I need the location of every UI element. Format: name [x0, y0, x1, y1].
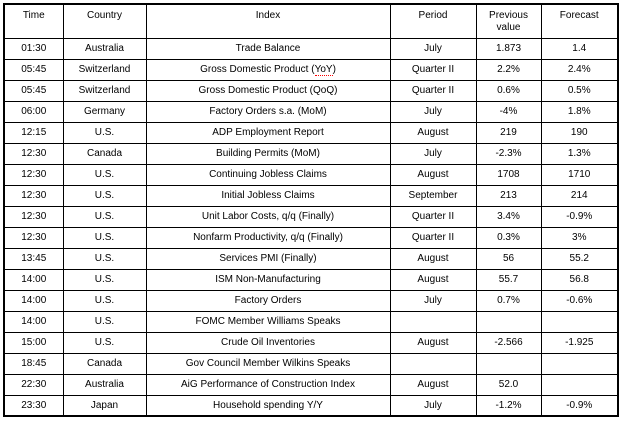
cell-previous: 52.0 — [476, 374, 541, 395]
cell-period: August — [390, 122, 476, 143]
cell-index: ISM Non-Manufacturing — [146, 269, 390, 290]
table-row — [4, 59, 618, 80]
cell-time: 14:00 — [4, 290, 63, 311]
cell-index: Unit Labor Costs, q/q (Finally) — [146, 206, 390, 227]
table-row — [4, 38, 618, 59]
table-row — [4, 332, 618, 353]
cell-country: Australia — [63, 374, 146, 395]
cell-previous: -4% — [476, 101, 541, 122]
cell-index: Factory Orders — [146, 290, 390, 311]
cell-previous: -1.2% — [476, 395, 541, 416]
cell-forecast: 55.2 — [541, 248, 618, 269]
cell-previous: 2.2% — [476, 59, 541, 80]
table-row — [4, 353, 618, 374]
cell-time: 12:30 — [4, 164, 63, 185]
cell-index: Gross Domestic Product (QoQ) — [146, 80, 390, 101]
cell-forecast: 1.4 — [541, 38, 618, 59]
cell-forecast: 3% — [541, 227, 618, 248]
cell-time: 15:00 — [4, 332, 63, 353]
cell-forecast: 214 — [541, 185, 618, 206]
table-row — [4, 101, 618, 122]
table-row — [4, 269, 618, 290]
cell-period: July — [390, 38, 476, 59]
cell-period: August — [390, 164, 476, 185]
cell-country: U.S. — [63, 248, 146, 269]
cell-country: U.S. — [63, 332, 146, 353]
cell-index: Trade Balance — [146, 38, 390, 59]
cell-previous: -2.566 — [476, 332, 541, 353]
cell-period: July — [390, 143, 476, 164]
column-header-country: Country — [63, 4, 146, 38]
cell-time: 12:30 — [4, 143, 63, 164]
cell-time: 12:30 — [4, 185, 63, 206]
cell-period: August — [390, 374, 476, 395]
cell-time: 05:45 — [4, 80, 63, 101]
cell-forecast: 56.8 — [541, 269, 618, 290]
cell-forecast: 190 — [541, 122, 618, 143]
cell-index: ADP Employment Report — [146, 122, 390, 143]
cell-country: U.S. — [63, 269, 146, 290]
table-row — [4, 206, 618, 227]
cell-forecast — [541, 353, 618, 374]
table-header — [4, 4, 618, 38]
cell-time: 12:30 — [4, 206, 63, 227]
cell-period: Quarter II — [390, 80, 476, 101]
cell-previous — [476, 311, 541, 332]
cell-forecast: -0.9% — [541, 395, 618, 416]
table-row — [4, 311, 618, 332]
table-row — [4, 227, 618, 248]
cell-period: September — [390, 185, 476, 206]
cell-time: 01:30 — [4, 38, 63, 59]
column-header-previous: Previous value — [476, 4, 541, 38]
cell-time: 22:30 — [4, 374, 63, 395]
cell-previous: 56 — [476, 248, 541, 269]
cell-forecast: 1710 — [541, 164, 618, 185]
cell-period: August — [390, 248, 476, 269]
header-row — [4, 4, 618, 38]
cell-previous: 0.6% — [476, 80, 541, 101]
cell-forecast: 2.4% — [541, 59, 618, 80]
cell-index: Services PMI (Finally) — [146, 248, 390, 269]
table-row — [4, 164, 618, 185]
cell-time: 14:00 — [4, 269, 63, 290]
cell-period: Quarter II — [390, 206, 476, 227]
cell-previous: 55.7 — [476, 269, 541, 290]
cell-previous: 3.4% — [476, 206, 541, 227]
cell-previous: -2.3% — [476, 143, 541, 164]
cell-country: U.S. — [63, 290, 146, 311]
cell-index: Crude Oil Inventories — [146, 332, 390, 353]
cell-previous — [476, 353, 541, 374]
cell-index: Initial Jobless Claims — [146, 185, 390, 206]
cell-period: July — [390, 101, 476, 122]
cell-index: Gross Domestic Product (YoY) — [146, 59, 390, 80]
cell-index: AiG Performance of Construction Index — [146, 374, 390, 395]
cell-index: Gov Council Member Wilkins Speaks — [146, 353, 390, 374]
cell-index: Household spending Y/Y — [146, 395, 390, 416]
cell-country: U.S. — [63, 122, 146, 143]
table-row — [4, 374, 618, 395]
cell-previous: 0.7% — [476, 290, 541, 311]
cell-forecast: 1.3% — [541, 143, 618, 164]
table-body — [4, 38, 618, 416]
cell-period: August — [390, 269, 476, 290]
cell-previous: 213 — [476, 185, 541, 206]
table-row — [4, 80, 618, 101]
cell-time: 12:30 — [4, 227, 63, 248]
cell-period: August — [390, 332, 476, 353]
cell-time: 18:45 — [4, 353, 63, 374]
cell-country: Canada — [63, 143, 146, 164]
cell-time: 12:15 — [4, 122, 63, 143]
cell-country: U.S. — [63, 164, 146, 185]
cell-forecast — [541, 374, 618, 395]
cell-country: U.S. — [63, 185, 146, 206]
cell-country: U.S. — [63, 227, 146, 248]
cell-country: U.S. — [63, 206, 146, 227]
cell-time: 13:45 — [4, 248, 63, 269]
spellcheck-underlined-text: YoY — [314, 64, 333, 75]
cell-period: Quarter II — [390, 59, 476, 80]
cell-period: Quarter II — [390, 227, 476, 248]
column-header-index: Index — [146, 4, 390, 38]
table-row — [4, 143, 618, 164]
cell-index: Factory Orders s.a. (MoM) — [146, 101, 390, 122]
column-header-forecast: Forecast — [541, 4, 618, 38]
cell-index: Nonfarm Productivity, q/q (Finally) — [146, 227, 390, 248]
table-row — [4, 122, 618, 143]
cell-forecast: -1.925 — [541, 332, 618, 353]
table-row — [4, 395, 618, 416]
cell-forecast: 0.5% — [541, 80, 618, 101]
cell-period: July — [390, 395, 476, 416]
cell-forecast — [541, 311, 618, 332]
table-row — [4, 290, 618, 311]
table-row — [4, 248, 618, 269]
cell-period: July — [390, 290, 476, 311]
cell-previous: 1708 — [476, 164, 541, 185]
column-header-time: Time — [4, 4, 63, 38]
cell-forecast: 1.8% — [541, 101, 618, 122]
cell-country: Switzerland — [63, 80, 146, 101]
cell-index: Building Permits (MoM) — [146, 143, 390, 164]
cell-country: Japan — [63, 395, 146, 416]
cell-country: U.S. — [63, 311, 146, 332]
cell-country: Germany — [63, 101, 146, 122]
cell-time: 05:45 — [4, 59, 63, 80]
economic-calendar-table — [3, 3, 619, 417]
cell-time: 14:00 — [4, 311, 63, 332]
cell-forecast: -0.9% — [541, 206, 618, 227]
cell-time: 06:00 — [4, 101, 63, 122]
cell-country: Switzerland — [63, 59, 146, 80]
cell-period — [390, 311, 476, 332]
table-row — [4, 185, 618, 206]
cell-previous: 1.873 — [476, 38, 541, 59]
cell-country: Australia — [63, 38, 146, 59]
cell-country: Canada — [63, 353, 146, 374]
cell-index: Continuing Jobless Claims — [146, 164, 390, 185]
column-header-period: Period — [390, 4, 476, 38]
cell-previous: 219 — [476, 122, 541, 143]
cell-previous: 0.3% — [476, 227, 541, 248]
cell-period — [390, 353, 476, 374]
cell-time: 23:30 — [4, 395, 63, 416]
cell-forecast: -0.6% — [541, 290, 618, 311]
cell-index: FOMC Member Williams Speaks — [146, 311, 390, 332]
